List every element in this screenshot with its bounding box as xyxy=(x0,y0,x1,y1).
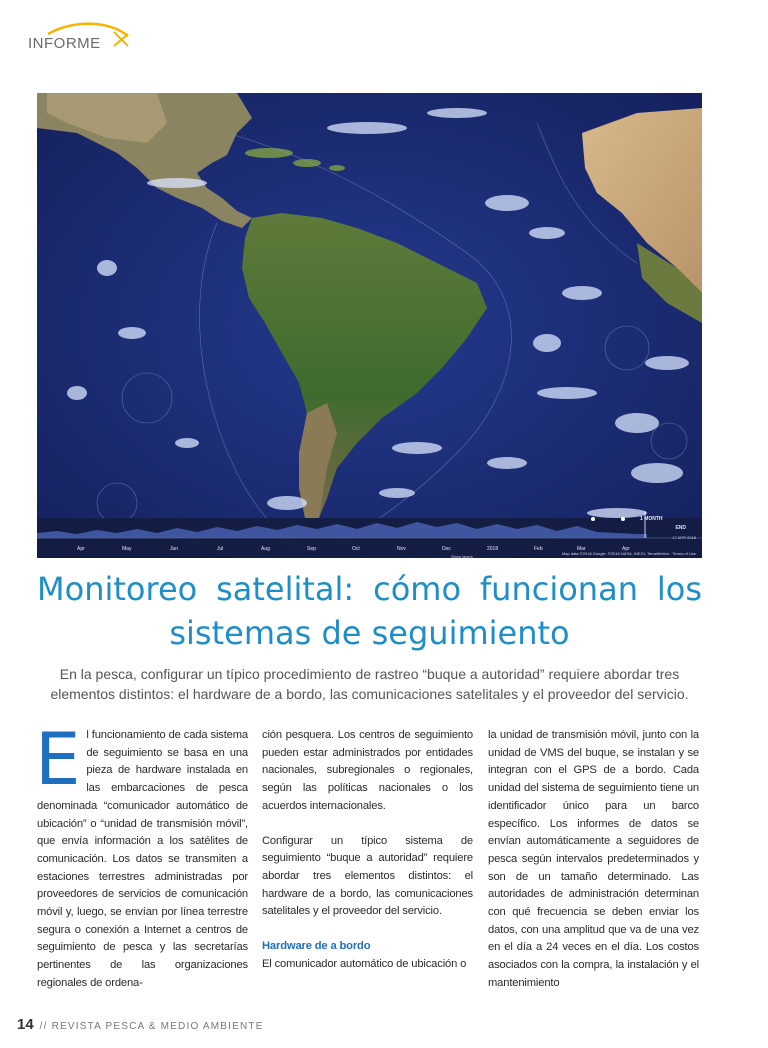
body-column-2 xyxy=(262,727,473,973)
timeline-month: Jul xyxy=(217,546,224,552)
informe-logo xyxy=(28,22,138,56)
body-text: la unidad de transmisión móvil, junto con la unidad de VMS del buque, se instalan y se integran con el GPS de a bordo. Cada unidad del sistema de seguimiento tiene un identificador único para un barco específico. Los informes de datos se envían automáticamente a seguidores de pesca según intervalos predeterminados y son de un tamaño determinado. Las autoridades de administración determinan con qué frecuencia se deben enviar los datos, con una amplitud que va de una vez en el día a 24 veces en el día. Los costos asociados con la compra, la instalación y el mantenimiento xyxy=(488,729,699,989)
timeline-end-label: END xyxy=(675,525,686,531)
article-title xyxy=(37,567,702,655)
body-text: Configurar un típico sistema de seguimiento “buque a autoridad” requiere abordar tres elementos distintos: el hardware de a bordo, las comunicaciones satelitales y el proveedor del servicio. xyxy=(262,834,473,918)
timeline-month: May xyxy=(122,546,132,552)
timeline-month: Aug xyxy=(261,546,270,552)
timeline-month: Mar xyxy=(577,546,586,552)
timeline-month: Dec xyxy=(442,546,451,552)
paragraph-gap xyxy=(262,816,473,833)
body-text: El comunicador automático de ubicación o xyxy=(262,957,467,970)
body-text: l funcionamiento de cada sistema de seguimiento se basa en una pieza de hardware instalada en las embarcaciones de pesca denominada “comunicador automático de ubicación” o “unidad de transmisión móvil”, que envía información a los satélites de comunicación. Los datos se transmiten a estaciones terrestres administradas por proveedores de servicios de comunicación móvil y, luego, se envían por línea terrestre segura o conexión a Internet a centros de seguimiento de pesca y las secretarías pertinentes de las organizaciones regionales de ordena- xyxy=(37,729,248,989)
drop-cap: E xyxy=(35,717,81,801)
timeline-end-date: 17 APR 2018 xyxy=(672,535,696,540)
show-layers-label: Show layers xyxy=(451,554,473,558)
article-lead: En la pesca, configurar un típico procedimiento de rastreo “buque a autoridad” requiere abordar tres elementos distintos: el hardware de a bordo, las comunicaciones satelitales y el proveedor del servicio. xyxy=(50,666,689,702)
section-subhead: Hardware de a bordo xyxy=(262,940,371,953)
satellite-map-image xyxy=(37,93,702,558)
page-number: 14 xyxy=(17,1016,34,1033)
satellite-map-graphic xyxy=(37,93,702,558)
timeline-month: Apr xyxy=(622,546,630,552)
map-credit: Map data ©2018 Google, ©2018 NASA, INEGI, TerraMetrics · Terms of Use xyxy=(561,551,696,556)
timeline-month: Oct xyxy=(352,546,360,552)
timeline-month: Jun xyxy=(170,546,179,552)
timeline-month: Feb xyxy=(534,546,543,552)
title-line-1: Monitoreo satelital: cómo funcionan los xyxy=(37,570,702,608)
timeline-range-label: 1 MONTH xyxy=(640,516,663,522)
timeline-month: Nov xyxy=(397,546,406,552)
page-footer xyxy=(17,1016,264,1033)
timeline-month: Sep xyxy=(307,546,316,552)
section-label: INFORME xyxy=(28,35,101,52)
publication-name: // REVISTA PESCA & MEDIO AMBIENTE xyxy=(39,1021,264,1032)
timeline-month: 2018 xyxy=(487,546,499,552)
body-text: ción pesquera. Los centros de seguimiento pueden estar administrados por entidades nacionales, subregionales o regionales, según las políticas nacionales o los acuerdos internacionales. xyxy=(262,729,473,812)
timeline-month: Apr xyxy=(77,546,85,552)
body-column-3 xyxy=(488,727,699,993)
title-line-2: sistemas de seguimiento xyxy=(169,614,570,652)
body-column-1 xyxy=(35,717,248,993)
